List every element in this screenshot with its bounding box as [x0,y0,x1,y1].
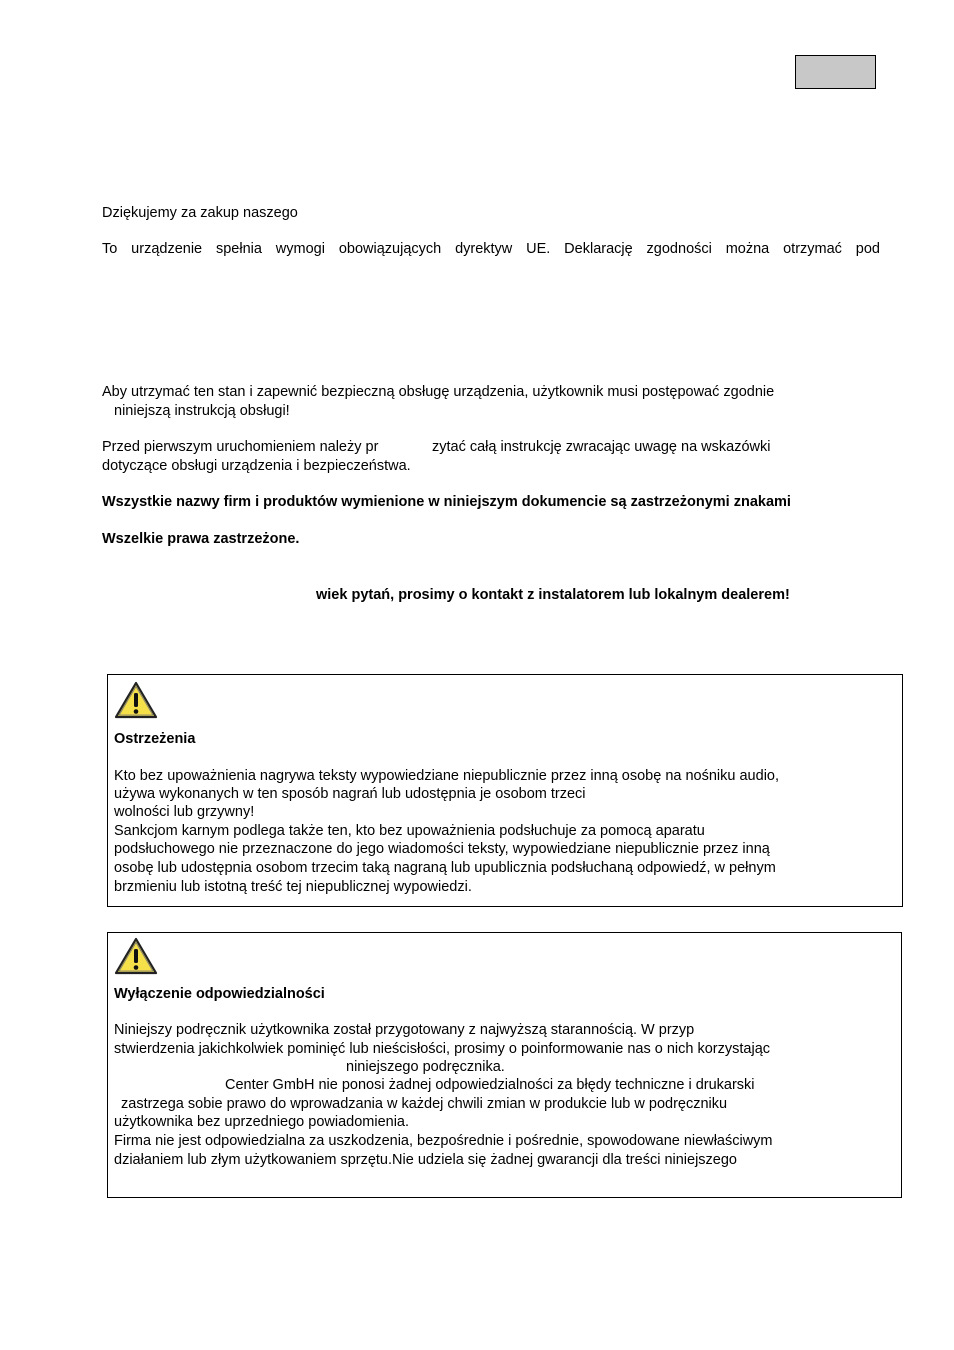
disclaimer-line: zastrzega sobie prawo do wprowadzania w każdej chwili zmian w produkcie lub w podręczniku [121,1096,728,1112]
before-use-text-line1a: Przed pierwszym uruchomieniem należy pr [102,439,379,455]
warning-triangle-icon [114,937,158,975]
maintain-text-line1: Aby utrzymać ten stan i zapewnić bezpieczną obsługę urządzenia, użytkownik musi postępować zgodnie [102,384,775,400]
disclaimer-box [107,932,902,1198]
eu-directive-text: To urządzenie spełnia wymogi obowiązujących dyrektyw UE. Deklarację zgodności można otrzymać pod [102,241,880,257]
warnings-line: używa wykonanych w ten sposób nagrań lub udostępnia je osobom trzeci [114,786,586,802]
disclaimer-line: stwierdzenia jakichkolwiek pominięć lub nieścisłości, prosimy o poinformowanie nas o nich korzystając [114,1041,771,1057]
rights-text: Wszelkie prawa zastrzeżone. [102,531,300,547]
warnings-line: osobę lub udostępnia osobom trzecim taką nagraną lub upublicznia podsłuchaną odpowiedź, w pełnym [114,860,776,876]
maintain-text-line2: niniejszą instrukcją obsługi! [114,403,290,419]
warnings-line: Sankcjom karnym podlega także ten, kto bez upoważnienia podsłuchuje za pomocą aparatu [114,823,705,839]
warning-triangle-icon [114,681,158,719]
trademarks-text: Wszystkie nazwy firm i produktów wymienione w niniejszym dokumencie są zastrzeżonymi znakami [102,494,791,510]
warnings-line: Kto bez upoważnienia nagrywa teksty wypowiedziane niepublicznie przez inną osobę na nośniku audio, [114,768,780,784]
warnings-title: Ostrzeżenia [114,731,196,747]
warnings-line: podsłuchowego nie przeznaczone do jego wiadomości teksty, wypowiedziane niepublicznie przez inną [114,841,770,857]
warnings-line: brzmieniu lub istotną treść tej niepublicznej wypowiedzi. [114,879,472,895]
disclaimer-line: Firma nie jest odpowiedzialna za uszkodzenia, bezpośrednie i pośrednie, spowodowane niewłaściwym [114,1133,773,1149]
thanks-text: Dziękujemy za zakup naszego [102,205,298,221]
disclaimer-line: użytkownika bez uprzedniego powiadomienia. [114,1114,410,1130]
before-use-text-line2: dotyczące obsługi urządzenia i bezpieczeństwa. [102,458,411,474]
contact-text: wiek pytań, prosimy o kontakt z instalatorem lub lokalnym dealerem! [316,587,790,603]
disclaimer-line: Center GmbH nie ponosi żadnej odpowiedzialności za błędy techniczne i drukarski [225,1077,755,1093]
before-use-text-line1b: zytać całą instrukcję zwracając uwagę na wskazówki [432,439,771,455]
disclaimer-title: Wyłączenie odpowiedzialności [114,986,325,1002]
warnings-box [107,674,903,907]
disclaimer-line: działaniem lub złym użytkowaniem sprzętu.Nie udziela się żadnej gwarancji dla treści niniejszego [114,1152,737,1168]
warnings-line: wolności lub grzywny! [114,804,255,820]
disclaimer-line: niniejszego podręcznika. [346,1059,505,1075]
page-number-badge [795,55,876,89]
disclaimer-line: Niniejszy podręcznik użytkownika został przygotowany z najwyższą starannością. W przyp [114,1022,695,1038]
